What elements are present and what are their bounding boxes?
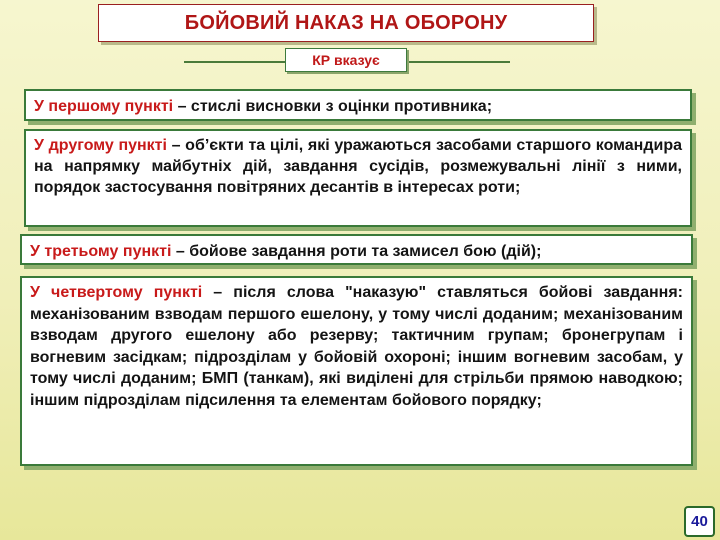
point-three-lead: У третьому пункті <box>30 243 172 260</box>
point-three-box <box>20 234 693 265</box>
point-one-text: – стислі висновки з оцінки противника; <box>173 98 493 115</box>
subtitle-text: КР вказує <box>312 52 380 68</box>
point-two-box <box>24 129 692 227</box>
point-three-text: – бойове завдання роти та замисел бою (дій); <box>171 243 542 260</box>
subtitle-box <box>285 48 407 72</box>
point-two-text: – об’єкти та цілі, які уражаються засобами старшого командира на напрямку майбутніх дій, завдання сусідів, розмежувальні лінії з ними, порядок застосування повітряних десантів в інтересах роти; <box>34 137 682 196</box>
point-four-box <box>20 276 693 466</box>
page-number-badge <box>684 506 715 537</box>
point-two-lead: У другому пункті <box>34 137 167 154</box>
point-four-text: – після слова "наказую" ставляться бойові завдання: механізованим взводам першого ешелону, у тому числі доданим; механізованим взводам другого ешелону або резерву; тактичним групам; бронегрупам і вогневим засідкам; підрозділам у бойовій охороні; іншим вогневим засобам, у тому числі доданим; БМП (танкам), які виділені для стрільби прямою наводкою; іншим підрозділам підсилення та елементам бойового порядку; <box>30 284 684 409</box>
point-four-lead: У четвертому пункті <box>30 284 203 301</box>
point-one-lead: У першому пункті <box>34 98 174 115</box>
point-one-box <box>24 89 692 121</box>
subtitle-left-rule <box>184 61 286 63</box>
subtitle-right-rule <box>406 61 510 63</box>
page-number: 40 <box>691 513 708 530</box>
slide-title <box>98 4 594 42</box>
slide-title-text: БОЙОВИЙ НАКАЗ НА ОБОРОНУ <box>184 11 508 34</box>
